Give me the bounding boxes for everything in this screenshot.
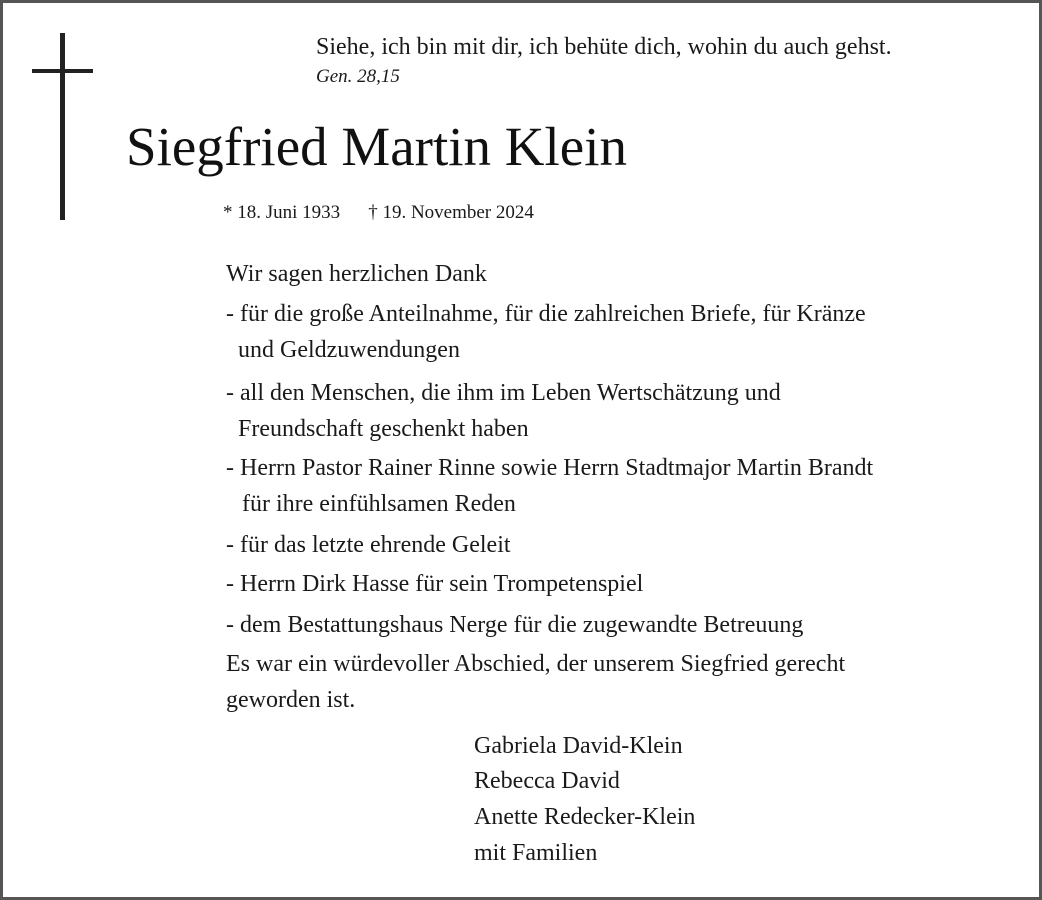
dash-bullet: - <box>226 571 234 597</box>
thanks-item-6 <box>226 609 803 641</box>
dash-bullet: - <box>226 532 234 558</box>
dash-bullet: - <box>226 301 234 327</box>
death-date: † 19. November 2024 <box>368 202 534 223</box>
closing-line: Es war ein würdevoller Abschied, der unserem Siegfried gerecht <box>226 651 846 677</box>
deceased-name: Siegfried Martin Klein <box>126 116 627 177</box>
thanks-item-2-continuation: Freundschaft geschenkt haben <box>238 416 529 442</box>
dash-bullet: - <box>226 455 234 481</box>
thanks-item-1-continuation: und Geldzuwendungen <box>238 337 460 363</box>
thanks-item-1 <box>226 298 866 330</box>
thanks-item-5 <box>226 568 643 600</box>
signature-name: Anette Redecker-Klein <box>474 804 696 830</box>
thanks-intro: Wir sagen herzlichen Dank <box>226 261 487 287</box>
thanks-item-text: Herrn Pastor Rainer Rinne sowie Herrn Stadtmajor Martin Brandt <box>240 455 874 481</box>
thanks-item-text: für die große Anteilnahme, für die zahlreichen Briefe, für Kränze <box>240 301 866 327</box>
thanks-item-text: für das letzte ehrende Geleit <box>240 532 511 558</box>
thanks-item-text: dem Bestattungshaus Nerge für die zugewandte Betreuung <box>240 612 804 638</box>
cross-horizontal-bar <box>32 69 93 73</box>
birth-date: * 18. Juni 1933 <box>223 202 341 223</box>
signature-name: Gabriela David-Klein <box>474 733 683 759</box>
thanks-item-text: Herrn Dirk Hasse für sein Trompetenspiel <box>240 571 644 597</box>
thanks-item-3 <box>226 452 873 484</box>
cross-vertical-bar <box>60 33 65 220</box>
signature-families: mit Familien <box>474 840 598 866</box>
thanks-item-3-continuation: für ihre einfühlsamen Reden <box>242 491 516 517</box>
signature-name: Rebecca David <box>474 768 620 794</box>
thanks-item-text: all den Menschen, die ihm im Leben Wertschätzung und <box>240 380 781 406</box>
thanks-item-2 <box>226 377 781 409</box>
closing-line-continuation: geworden ist. <box>226 687 356 713</box>
bible-verse: Siehe, ich bin mit dir, ich behüte dich, wohin du auch gehst. <box>316 34 892 60</box>
life-dates <box>223 200 534 226</box>
thanks-item-4 <box>226 529 511 561</box>
verse-reference: Gen. 28,15 <box>316 66 400 87</box>
dash-bullet: - <box>226 380 234 406</box>
dash-bullet: - <box>226 612 234 638</box>
